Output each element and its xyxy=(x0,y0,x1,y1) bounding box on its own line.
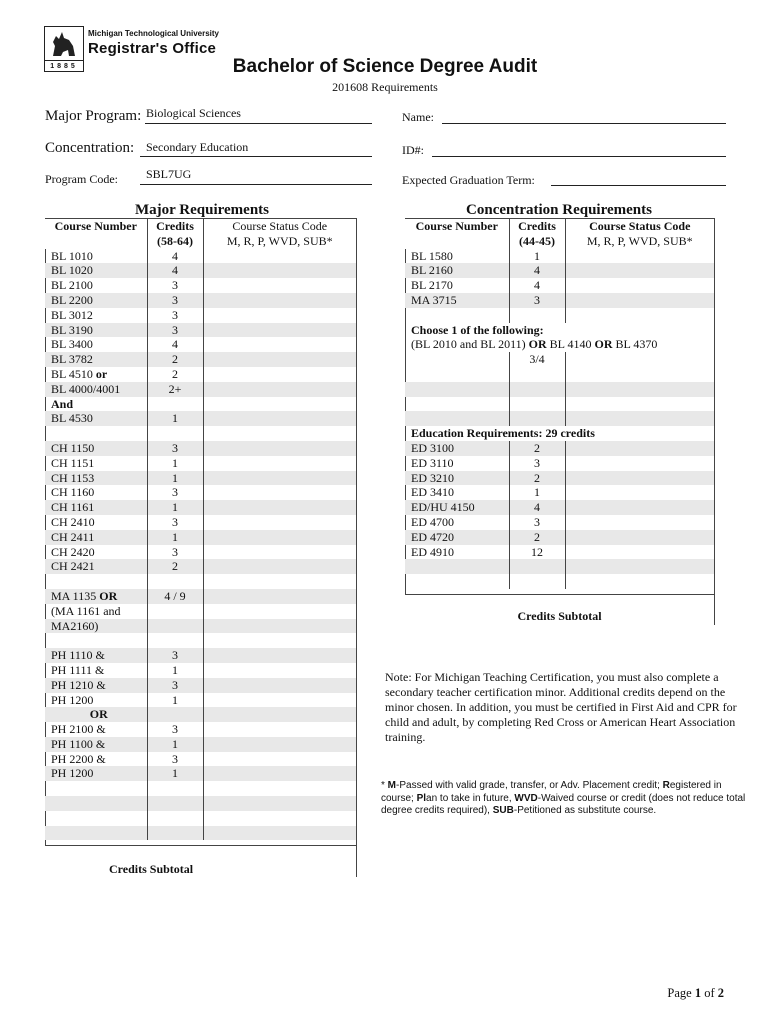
table-row xyxy=(45,663,356,678)
table-row xyxy=(405,352,714,367)
status-code-cell[interactable] xyxy=(203,411,356,426)
education-title-row xyxy=(405,426,714,441)
status-code-cell[interactable] xyxy=(565,515,714,530)
table-row xyxy=(45,604,356,619)
credits-cell: 3 xyxy=(509,293,565,308)
table-row xyxy=(405,530,714,545)
page-title: Bachelor of Science Degree Audit xyxy=(232,56,538,77)
concentration-value[interactable]: Secondary Education xyxy=(146,140,249,154)
course-number-cell: PH 2200 & xyxy=(51,751,106,766)
table-row xyxy=(45,722,356,737)
credits-cell: 4 xyxy=(147,263,203,278)
table-row xyxy=(405,382,714,397)
credits-cell: 1 xyxy=(147,693,203,708)
choose-options: (BL 2010 and BL 2011) OR BL 4140 OR BL 4370 xyxy=(411,337,658,352)
credits-cell: 3 xyxy=(147,515,203,530)
table-row xyxy=(45,249,356,264)
major-label: Major Program: xyxy=(45,108,142,124)
major-value[interactable]: Biological Sciences xyxy=(146,106,241,120)
credits-cell: 3 xyxy=(147,545,203,560)
table-row xyxy=(405,293,714,308)
conc-subtotal-row xyxy=(405,594,714,625)
course-number-cell: BL 3012 xyxy=(51,307,93,322)
credits-cell xyxy=(147,826,203,841)
status-code-cell[interactable] xyxy=(203,367,356,382)
course-number-cell xyxy=(405,559,509,574)
course-number-cell: CH 1151 xyxy=(51,455,95,470)
concentration-table xyxy=(405,219,714,589)
credits-cell: 3 xyxy=(147,278,203,293)
table-row xyxy=(45,352,356,367)
status-code-cell[interactable] xyxy=(565,382,714,397)
page-number: Page 1 of 2 xyxy=(667,986,724,1000)
table-row xyxy=(45,559,356,574)
status-code-cell[interactable] xyxy=(203,382,356,397)
table-row xyxy=(45,693,356,708)
status-code-cell[interactable] xyxy=(203,766,356,781)
table-row xyxy=(405,249,714,264)
table-row xyxy=(45,766,356,781)
course-number-cell: BL 3782 xyxy=(45,352,147,367)
conc-col-course: Course Number xyxy=(405,219,509,234)
status-code-cell[interactable] xyxy=(203,796,356,811)
status-code-cell[interactable] xyxy=(565,574,714,589)
course-number-cell: PH 2100 & xyxy=(51,722,106,737)
course-number-cell xyxy=(405,574,509,589)
major-subtotal-row xyxy=(45,845,356,877)
conc-col-status-codes: M, R, P, WVD, SUB* xyxy=(565,234,714,249)
status-code-cell[interactable] xyxy=(565,397,714,412)
credits-cell: 1 xyxy=(147,766,203,781)
status-code-cell[interactable] xyxy=(565,471,714,486)
credits-cell: 12 xyxy=(509,545,565,560)
credits-cell xyxy=(147,574,203,589)
table-row xyxy=(45,367,356,382)
table-row xyxy=(405,471,714,486)
course-number-cell: CH 2421 xyxy=(45,559,147,574)
choose-options-row xyxy=(405,337,714,352)
course-number-cell xyxy=(45,426,147,441)
credits-cell: 3 xyxy=(147,752,203,767)
credits-cell: 4 xyxy=(509,263,565,278)
education-title: Education Requirements: 29 credits xyxy=(411,426,595,441)
course-number-cell: ED 4910 xyxy=(411,544,454,559)
status-code-cell[interactable] xyxy=(203,693,356,708)
status-code-cell[interactable] xyxy=(203,308,356,323)
table-row xyxy=(45,456,356,471)
credits-cell xyxy=(147,811,203,826)
table-row xyxy=(405,559,714,574)
course-number-cell: ED 4700 xyxy=(411,514,454,529)
status-code-cell[interactable] xyxy=(203,604,356,619)
credits-cell: 3 xyxy=(147,678,203,693)
status-code-cell[interactable] xyxy=(203,663,356,678)
major-col-course: Course Number xyxy=(45,219,147,234)
course-number-cell: OR xyxy=(45,707,147,722)
course-number-cell: MA 3715 xyxy=(405,293,509,308)
course-number-cell: CH 1153 xyxy=(45,471,147,486)
credits-cell xyxy=(509,367,565,382)
conc-col-status: Course Status Code xyxy=(565,219,714,234)
course-number-cell xyxy=(405,308,509,323)
credits-cell: 3 xyxy=(147,323,203,338)
table-row xyxy=(45,397,356,412)
status-code-cell[interactable] xyxy=(565,249,714,264)
course-number-cell xyxy=(45,574,147,589)
table-row xyxy=(45,471,356,486)
status-code-cell[interactable] xyxy=(203,352,356,367)
program-code-line xyxy=(140,184,372,185)
credits-cell: 1 xyxy=(147,471,203,486)
status-code-cell[interactable] xyxy=(203,278,356,293)
credits-cell: 3 xyxy=(147,441,203,456)
office-name: Registrar's Office xyxy=(88,40,217,57)
choose-title: Choose 1 of the following: xyxy=(411,322,544,337)
status-code-cell[interactable] xyxy=(203,707,356,722)
course-number-cell: (MA 1161 and xyxy=(51,603,121,618)
table-row xyxy=(405,367,714,382)
status-code-cell[interactable] xyxy=(565,441,714,456)
table-row xyxy=(45,515,356,530)
credits-cell xyxy=(509,397,565,412)
credits-cell: 4 xyxy=(509,500,565,515)
course-number-cell: PH 1210 & xyxy=(45,678,147,693)
concentration-section-title: Concentration Requirements xyxy=(466,202,652,218)
course-number-cell: PH 1111 & xyxy=(51,662,105,677)
table-row xyxy=(45,648,356,663)
course-number-cell: BL 3400 xyxy=(51,337,93,352)
credits-cell: 1 xyxy=(509,249,565,264)
status-code-cell[interactable] xyxy=(565,293,714,308)
table-row xyxy=(45,633,356,648)
table-row xyxy=(45,589,356,604)
status-code-cell[interactable] xyxy=(203,752,356,767)
course-number-cell: BL 2100 xyxy=(51,278,93,293)
table-row xyxy=(405,545,714,560)
status-code-cell[interactable] xyxy=(565,308,714,323)
conc-subtotal-label: Credits Subtotal xyxy=(517,609,602,623)
concentration-line xyxy=(140,156,372,157)
status-code-cell[interactable] xyxy=(203,574,356,589)
course-number-cell: BL 2170 xyxy=(411,278,453,293)
credits-cell: 3 xyxy=(147,722,203,737)
status-code-legend: * M-Passed with valid grade, transfer, or Adv. Placement credit; Registered in course; Plan to take in future, WVD-Waived course or credit (does not reduce total degree credits required), SUB-Petitioned as substitute course. xyxy=(381,780,746,816)
credits-cell: 3/4 xyxy=(509,352,565,367)
course-number-cell xyxy=(45,781,147,796)
table-row xyxy=(405,411,714,426)
status-code-cell[interactable] xyxy=(565,485,714,500)
course-number-cell: BL 3190 xyxy=(45,323,147,338)
conc-col-credits-range: (44-45) xyxy=(509,234,565,249)
husky-icon xyxy=(49,30,79,58)
table-row xyxy=(405,278,714,293)
course-number-cell: PH 1100 & xyxy=(45,737,147,752)
status-code-cell[interactable] xyxy=(565,530,714,545)
credits-cell xyxy=(509,308,565,323)
conc-col-credits: Credits xyxy=(509,219,565,234)
course-number-cell xyxy=(45,811,147,826)
status-code-cell[interactable] xyxy=(203,633,356,648)
credits-cell xyxy=(147,426,203,441)
table-row xyxy=(405,263,714,278)
program-code-label: Program Code: xyxy=(45,172,118,186)
course-number-cell xyxy=(45,826,147,841)
credits-cell: 1 xyxy=(147,737,203,752)
credits-cell: 3 xyxy=(509,456,565,471)
table-row xyxy=(405,500,714,515)
certification-note: Note: For Michigan Teaching Certification, you must also complete a secondary teacher certification minor. Additional credits depend on the minor chosen. In addition, you must be certified in First Aid and CPR for child and adult, by completing Red Cross or American Heart Association training. xyxy=(385,670,737,744)
status-code-cell[interactable] xyxy=(203,545,356,560)
logo-year: 1885 xyxy=(45,60,83,72)
name-label: Name: xyxy=(402,110,434,124)
course-number-cell xyxy=(405,382,509,397)
course-number-cell: ED 3210 xyxy=(405,471,509,486)
table-row xyxy=(45,737,356,752)
status-code-cell[interactable] xyxy=(203,648,356,663)
table-row xyxy=(45,678,356,693)
course-number-cell: CH 2411 xyxy=(45,530,147,545)
course-number-cell: And xyxy=(51,396,74,411)
status-code-cell[interactable] xyxy=(203,619,356,634)
credits-cell: 2+ xyxy=(147,382,203,397)
course-number-cell xyxy=(45,633,147,648)
status-code-cell[interactable] xyxy=(565,545,714,560)
credits-cell: 3 xyxy=(509,515,565,530)
credits-cell: 1 xyxy=(509,485,565,500)
credits-cell xyxy=(509,574,565,589)
status-code-cell[interactable] xyxy=(203,337,356,352)
course-number-cell: BL 4000/4001 xyxy=(45,382,147,397)
credits-cell: 3 xyxy=(147,485,203,500)
name-field[interactable] xyxy=(442,123,726,124)
course-number-cell xyxy=(405,367,509,382)
status-code-cell[interactable] xyxy=(203,722,356,737)
table-row xyxy=(45,337,356,352)
status-code-cell[interactable] xyxy=(203,589,356,604)
major-col-status-codes: M, R, P, WVD, SUB* xyxy=(203,234,356,249)
status-code-cell[interactable] xyxy=(203,530,356,545)
table-row xyxy=(405,308,714,323)
status-code-cell[interactable] xyxy=(203,500,356,515)
credits-cell: 4 xyxy=(509,278,565,293)
table-row xyxy=(405,397,714,412)
grad-term-field[interactable] xyxy=(551,185,726,186)
status-code-cell[interactable] xyxy=(203,323,356,338)
status-code-cell[interactable] xyxy=(203,397,356,412)
credits-cell xyxy=(509,382,565,397)
legend-p: Pl xyxy=(416,792,427,804)
credits-cell xyxy=(147,633,203,648)
table-row xyxy=(45,752,356,767)
credits-cell: 2 xyxy=(147,559,203,574)
course-number-cell: CH 2410 xyxy=(51,514,95,529)
table-row xyxy=(45,263,356,278)
credits-cell: 1 xyxy=(147,663,203,678)
table-row xyxy=(45,382,356,397)
table-row xyxy=(45,308,356,323)
page-subtitle: 201608 Requirements xyxy=(332,80,438,94)
credits-cell: 2 xyxy=(509,471,565,486)
credits-cell: 2 xyxy=(147,367,203,382)
credits-cell: 4 / 9 xyxy=(147,589,203,604)
status-code-cell[interactable] xyxy=(565,456,714,471)
status-code-cell[interactable] xyxy=(203,737,356,752)
credits-cell xyxy=(147,619,203,634)
table-row xyxy=(45,441,356,456)
major-col-credits: Credits xyxy=(147,219,203,234)
table-row xyxy=(45,500,356,515)
status-code-cell[interactable] xyxy=(203,456,356,471)
status-code-cell[interactable] xyxy=(203,263,356,278)
status-code-cell[interactable] xyxy=(565,411,714,426)
table-row xyxy=(45,485,356,500)
table-row xyxy=(45,411,356,426)
table-row xyxy=(405,456,714,471)
table-row xyxy=(45,323,356,338)
course-number-cell xyxy=(45,796,147,811)
status-code-cell[interactable] xyxy=(203,515,356,530)
course-number-cell: ED 3100 xyxy=(405,441,509,456)
credits-cell: 1 xyxy=(147,411,203,426)
table-row xyxy=(45,545,356,560)
status-code-cell[interactable] xyxy=(203,426,356,441)
grad-term-label: Expected Graduation Term: xyxy=(402,173,535,187)
credits-cell xyxy=(509,411,565,426)
legend-r: R xyxy=(662,780,670,791)
status-code-cell[interactable] xyxy=(565,263,714,278)
course-number-cell: ED/HU 4150 xyxy=(405,500,509,515)
course-number-cell: MA 1135 OR xyxy=(45,589,147,604)
table-row xyxy=(45,293,356,308)
table-row xyxy=(405,515,714,530)
course-number-cell: BL 4530 xyxy=(45,411,147,426)
course-number-cell: BL 2160 xyxy=(405,263,509,278)
status-code-cell[interactable] xyxy=(203,781,356,796)
credits-cell: 1 xyxy=(147,456,203,471)
course-number-cell: CH 2420 xyxy=(51,544,95,559)
status-code-cell[interactable] xyxy=(203,485,356,500)
legend-wvd: WVD xyxy=(514,792,538,804)
credits-cell: 3 xyxy=(147,648,203,663)
course-number-cell: PH 1110 & xyxy=(45,648,147,663)
status-code-cell[interactable] xyxy=(565,367,714,382)
table-row xyxy=(45,707,356,722)
credits-cell xyxy=(147,397,203,412)
credits-cell: 4 xyxy=(147,249,203,264)
status-code-cell[interactable] xyxy=(203,471,356,486)
course-number-cell xyxy=(405,411,509,426)
credits-cell: 1 xyxy=(147,500,203,515)
course-number-cell: CH 1150 xyxy=(45,441,147,456)
table-row xyxy=(45,530,356,545)
status-code-cell[interactable] xyxy=(565,278,714,293)
major-col-status: Course Status Code xyxy=(203,219,356,234)
credits-cell: 3 xyxy=(147,308,203,323)
table-row xyxy=(45,278,356,293)
table-row xyxy=(45,796,356,811)
credits-cell: 3 xyxy=(147,293,203,308)
university-name: Michigan Technological University xyxy=(88,29,219,38)
course-number-cell: BL 1010 xyxy=(51,248,93,263)
course-number-cell: ED 3410 xyxy=(411,485,454,500)
id-field[interactable] xyxy=(432,156,726,157)
choose-title-row xyxy=(405,323,714,338)
program-code-value[interactable]: SBL7UG xyxy=(146,167,192,181)
legend-sub: SUB xyxy=(492,805,514,816)
table-row xyxy=(405,485,714,500)
course-number-cell: BL 1580 xyxy=(411,248,453,263)
credits-cell: 4 xyxy=(147,337,203,352)
credits-cell: 2 xyxy=(147,352,203,367)
concentration-label: Concentration: xyxy=(45,140,135,156)
major-section-title: Major Requirements xyxy=(134,202,269,218)
status-code-cell[interactable] xyxy=(203,293,356,308)
course-number-cell: BL 2200 xyxy=(45,293,147,308)
course-number-cell: BL 1020 xyxy=(45,263,147,278)
course-number-cell: ED 4720 xyxy=(405,530,509,545)
status-code-cell[interactable] xyxy=(203,826,356,841)
course-number-cell: PH 1200 xyxy=(51,692,94,707)
major-table xyxy=(45,219,356,840)
table-row xyxy=(405,441,714,456)
credits-cell xyxy=(147,604,203,619)
legend-m: M xyxy=(387,780,397,791)
major-col-credits-range: (58-64) xyxy=(147,234,203,249)
course-number-cell: CH 1161 xyxy=(45,500,147,515)
status-code-cell[interactable] xyxy=(203,559,356,574)
major-line xyxy=(145,123,372,124)
status-code-cell[interactable] xyxy=(203,249,356,264)
status-code-cell[interactable] xyxy=(565,352,714,367)
credits-cell: 2 xyxy=(509,530,565,545)
table-row xyxy=(45,811,356,826)
table-row xyxy=(45,826,356,841)
status-code-cell[interactable] xyxy=(565,500,714,515)
table-row xyxy=(45,619,356,634)
table-row xyxy=(405,574,714,589)
status-code-cell[interactable] xyxy=(203,441,356,456)
credits-cell xyxy=(509,559,565,574)
table-row xyxy=(45,574,356,589)
status-code-cell[interactable] xyxy=(565,559,714,574)
credits-cell xyxy=(147,796,203,811)
course-number-cell: ED 3110 xyxy=(411,455,454,470)
course-number-cell: BL 4510 or xyxy=(51,366,108,381)
table-row xyxy=(45,426,356,441)
major-subtotal-label: Credits Subtotal xyxy=(109,862,194,876)
credits-cell: 2 xyxy=(509,441,565,456)
table-row xyxy=(45,781,356,796)
credits-cell xyxy=(147,781,203,796)
course-number-cell: CH 1160 xyxy=(51,485,95,500)
course-number-cell: PH 1200 xyxy=(45,766,147,781)
course-number-cell xyxy=(405,397,509,412)
status-code-cell[interactable] xyxy=(203,811,356,826)
status-code-cell[interactable] xyxy=(203,678,356,693)
credits-cell xyxy=(147,707,203,722)
credits-cell: 1 xyxy=(147,530,203,545)
course-number-cell: MA2160) xyxy=(45,619,147,634)
id-label: ID#: xyxy=(402,143,424,157)
